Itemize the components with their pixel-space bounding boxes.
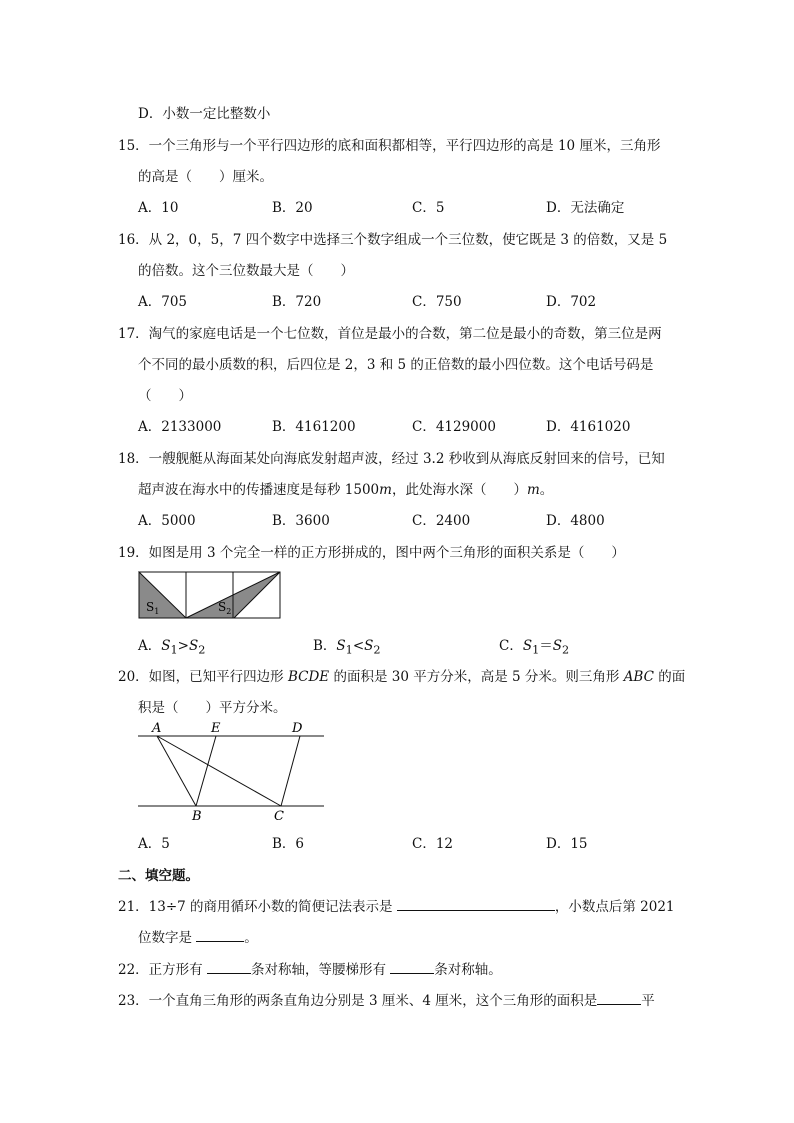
q20-text-line1: 20．如图，已知平行四边形 BCDE 的面积是 30 平方分米，高是 5 分米。则三角形 ABC 的面 xyxy=(118,669,686,685)
q22-text: 22．正方形有 条对称轴，等腰梯形有 条对称轴。 xyxy=(118,962,502,978)
q20-segment-eb xyxy=(196,736,216,806)
q20-option-b[interactable]: B．6 xyxy=(272,836,305,852)
q20-label-e: E xyxy=(211,721,221,736)
q19-option-c[interactable]: C．$S_1=S_2$ xyxy=(499,638,570,657)
q20-option-d[interactable]: D．15 xyxy=(546,836,588,852)
q17-text-line1: 17．淘气的家庭电话是一个七位数，首位是最小的合数，第二位是最小的奇数，第三位是两 xyxy=(118,326,662,342)
q23-answer-blank[interactable] xyxy=(597,992,641,1005)
q16-option-d[interactable]: D．702 xyxy=(546,294,597,310)
q20-text-line2: 积是（ ）平方分米。 xyxy=(138,700,287,716)
q15-text-line2: 的高是（ ）厘米。 xyxy=(138,169,273,185)
q20-label-c: C xyxy=(274,809,284,824)
q21-text-line2: 位数字是 。 xyxy=(138,930,258,946)
q19-squares-figure xyxy=(138,571,282,619)
q17-option-b[interactable]: B．4161200 xyxy=(272,419,356,435)
q15-option-d[interactable]: D．无法确定 xyxy=(546,200,625,216)
q19-text-line1: 19．如图是用 3 个完全一样的正方形拼成的，图中两个三角形的面积关系是（ ） xyxy=(118,545,625,561)
q15-option-c[interactable]: C．5 xyxy=(412,200,445,216)
q20-label-b: B xyxy=(192,809,202,824)
q15-text-line1: 15．一个三角形与一个平行四边形的底和面积都相等，平行四边形的高是 10 厘米，三角形 xyxy=(118,138,661,154)
q21-answer-blank-1[interactable] xyxy=(397,898,555,911)
q15-option-b[interactable]: B．20 xyxy=(272,200,313,216)
q16-option-b[interactable]: B．720 xyxy=(272,294,322,310)
q16-option-a[interactable]: A．705 xyxy=(138,294,188,310)
q17-text-line3: （ ） xyxy=(138,388,192,404)
q20-parallelogram-figure xyxy=(136,718,328,824)
section-title-fill-in: 二、填空题。 xyxy=(118,868,199,884)
q16-text-line2: 的倍数。这个三位数最大是（ ） xyxy=(138,263,354,279)
q20-option-c[interactable]: C．12 xyxy=(412,836,454,852)
q19-option-a[interactable]: A．$S_1>S_2$ xyxy=(138,638,206,657)
q20-segment-dc xyxy=(281,736,300,806)
q22-answer-blank-1[interactable] xyxy=(207,961,251,974)
q19-label-s1: $S_1$ xyxy=(146,600,160,616)
q18-option-a[interactable]: A．5000 xyxy=(138,513,196,529)
q18-option-c[interactable]: C．2400 xyxy=(412,513,471,529)
q20-option-a[interactable]: A．5 xyxy=(138,836,170,852)
q20-label-d: D xyxy=(292,721,303,736)
q17-option-c[interactable]: C．4129000 xyxy=(412,419,496,435)
q18-option-b[interactable]: B．3600 xyxy=(272,513,330,529)
q18-text-line1: 18．一艘舰艇从海面某处向海底发射超声波，经过 3.2 秒收到从海底反射回来的信号，已知 xyxy=(118,451,665,467)
q18-option-d[interactable]: D．4800 xyxy=(546,513,605,529)
q20-label-a: A xyxy=(152,721,162,736)
q19-option-b[interactable]: B．$S_1<S_2$ xyxy=(313,638,381,657)
q20-segment-ac xyxy=(157,736,281,806)
q14-option-d: D．小数一定比整数小 xyxy=(138,106,271,122)
q18-text-line2: 超声波在海水中的传播速度是每秒 1500m，此处海水深（ ）m。 xyxy=(138,482,554,498)
q19-label-s2: $S_2$ xyxy=(218,600,232,616)
q21-answer-blank-2[interactable] xyxy=(196,929,244,942)
q17-option-a[interactable]: A．2133000 xyxy=(138,419,222,435)
q16-text-line1: 16．从 2，0，5，7 四个数字中选择三个数字组成一个三位数，使它既是 3 的倍数，又是 5 xyxy=(118,232,668,248)
q23-text: 23．一个直角三角形的两条直角边分别是 3 厘米、4 厘米，这个三角形的面积是 平 xyxy=(118,993,655,1009)
q16-option-c[interactable]: C．750 xyxy=(412,294,462,310)
q22-answer-blank-2[interactable] xyxy=(390,961,434,974)
q15-option-a[interactable]: A．10 xyxy=(138,200,179,216)
q17-option-d[interactable]: D．4161020 xyxy=(546,419,631,435)
q21-text-line1: 21．13÷7 的商用循环小数的简便记法表示是 ，小数点后第 2021 xyxy=(118,899,675,915)
q17-text-line2: 个不同的最小质数的积，后四位是 2，3 和 5 的正倍数的最小四位数。这个电话号码是 xyxy=(138,357,654,373)
